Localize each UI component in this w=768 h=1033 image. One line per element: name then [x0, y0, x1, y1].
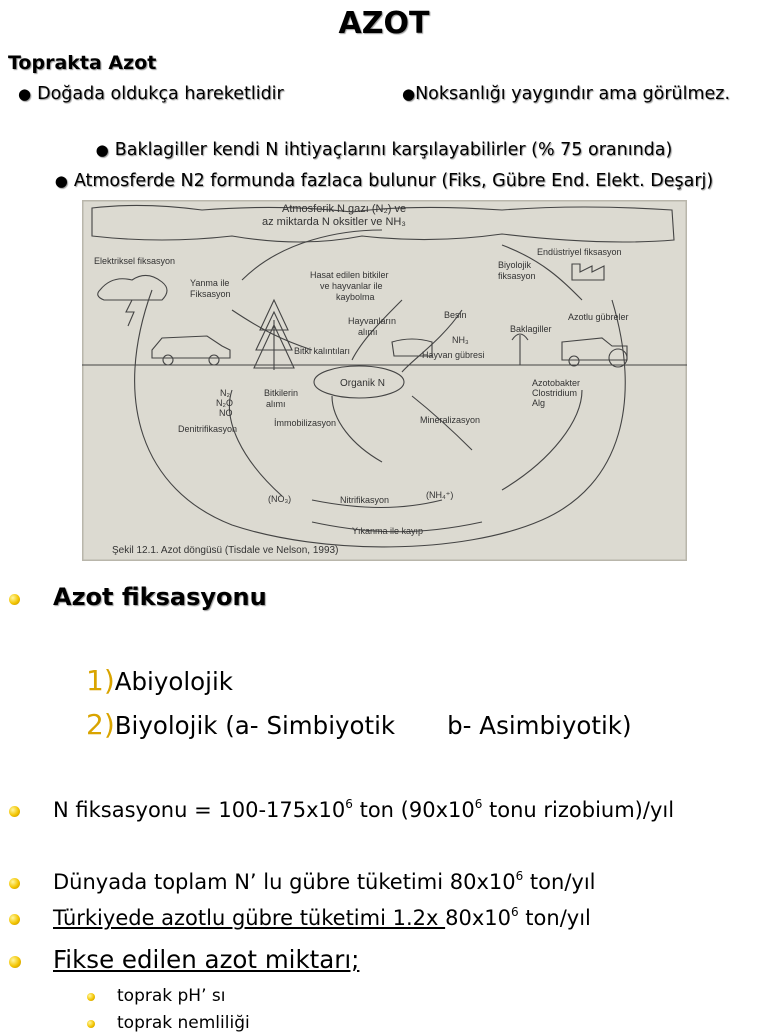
bullet-dot [87, 1020, 95, 1028]
fig-label: Alg [532, 398, 546, 408]
fact-n-fixation [53, 797, 674, 822]
fact-text: N fiksasyonu = 100-175x10 [53, 798, 346, 822]
fig-label: Mineralizasyon [420, 415, 481, 425]
bullet-text: Doğada oldukça hareketlidir [37, 84, 284, 104]
fact-turkey-fertilizer [53, 905, 591, 930]
fig-label: alımı [266, 399, 286, 409]
fact-exponent: 6 [510, 905, 519, 919]
fact-world-fertilizer [53, 869, 596, 894]
fig-label: alımı [358, 327, 378, 337]
bullet-mobility [18, 84, 284, 104]
fig-label: Endüstriyel fiksasyon [537, 247, 622, 257]
fig-label: Yanma ile [190, 278, 230, 288]
bullet-dot [9, 914, 20, 925]
fig-label: Bitki kalıntıları [294, 346, 351, 356]
fact-text: Türkiyede azotlu gübre tüketimi 1.2x [53, 906, 446, 930]
bullet-dot: ● [402, 85, 416, 103]
fig-label: Bitkilerin [264, 388, 299, 398]
section-subtitle: Toprakta Azot [8, 52, 157, 74]
fig-label: Baklagiller [510, 324, 552, 334]
fig-label: (NH₄⁺) [426, 490, 454, 500]
factor-soil-moisture: toprak nemliliği [117, 1013, 250, 1033]
bullet-dot [9, 806, 20, 817]
bullet-atmosphere [0, 171, 768, 191]
fact-text: 80x10 [445, 906, 511, 930]
fig-caption: Şekil 12.1. Azot döngüsü (Tisdale ve Nelson, 1993) [112, 545, 339, 556]
item-text: b- Asimbiyotik) [447, 711, 632, 740]
fig-label: Organik N [340, 378, 386, 389]
fact-text: tonu rizobium)/yıl [482, 798, 675, 822]
fixed-nitrogen-heading: Fikse edilen azot miktarı; [53, 945, 360, 974]
bullet-text: Baklagiller kendi N ihtiyaçlarını karşılayabilirler (% 75 oranında) [114, 140, 673, 160]
fig-label: N₂O [216, 398, 233, 408]
fig-label: Besin [444, 310, 467, 320]
fig-label: Clostridium [532, 388, 578, 398]
fig-label: Azotlu gübreler [568, 312, 629, 322]
bullet-text: Atmosferde N2 formunda fazlaca bulunur (Fiks, Gübre End. Elekt. Deşarj) [73, 171, 714, 191]
fig-label: Biyolojik [498, 260, 532, 270]
bullet-dot: ● [95, 141, 109, 159]
fig-label: Fiksasyon [190, 289, 231, 299]
fact-exponent: 6 [515, 869, 524, 883]
factor-soil-ph: toprak pH’ sı [117, 986, 226, 1006]
fact-text: ton (90x10 [352, 798, 475, 822]
fact-text: ton/yıl [523, 870, 596, 894]
fig-label: Hayvanların [348, 316, 397, 326]
fact-exponent: 6 [474, 797, 483, 811]
nitrogen-cycle-figure [82, 200, 687, 561]
bullet-dot [9, 594, 20, 605]
item-text: Biyolojik (a- Simbiyotik [114, 711, 396, 740]
fig-label: N₂ [220, 388, 230, 398]
bullet-legumes [0, 140, 768, 160]
item-number: 1) [86, 664, 115, 697]
fig-label: NH₃ [452, 335, 469, 345]
fig-label: Hasat edilen bitkiler [310, 270, 389, 280]
bullet-dot: ● [54, 172, 68, 190]
bullet-dot: ● [18, 85, 32, 103]
fig-label: Atmosferik N gazı (N₂) ve [282, 203, 407, 215]
item-number: 2) [86, 708, 115, 741]
fig-label: NO [219, 408, 233, 418]
fig-label: Hayvan gübresi [422, 350, 485, 360]
fig-label: Nitrifikasyon [340, 495, 390, 505]
fig-label: kaybolma [336, 292, 375, 302]
bullet-dot [9, 878, 20, 889]
fig-label: fiksasyon [498, 271, 536, 281]
fig-label: Denitrifikasyon [178, 424, 238, 434]
fact-text: Dünyada toplam N’ lu gübre tüketimi 80x10 [53, 870, 516, 894]
bullet-text: Noksanlığı yaygındır ama görülmez. [415, 84, 731, 104]
page-title: AZOT [338, 6, 430, 41]
fact-text: ton/yıl [518, 906, 591, 930]
fig-label: az miktarda N oksitler ve NH₃ [262, 216, 406, 228]
fig-label: Yıkanma ile kayıp [352, 526, 424, 536]
fig-label: İmmobilizasyon [274, 418, 337, 428]
fixation-heading: Azot fiksasyonu [53, 583, 267, 611]
fig-label: Elektriksel fiksasyon [94, 256, 176, 266]
fixation-item-2 [86, 708, 632, 741]
fixation-item-1 [86, 664, 233, 697]
bullet-deficiency [402, 84, 730, 104]
fig-label: (NO₃) [268, 494, 292, 504]
bullet-dot [9, 956, 21, 968]
bullet-dot [87, 993, 95, 1001]
fig-label: Azotobakter [532, 378, 581, 388]
fig-label: ve hayvanlar ile [320, 281, 383, 291]
item-text: Abiyolojik [114, 667, 233, 696]
fact-exponent: 6 [345, 797, 353, 811]
